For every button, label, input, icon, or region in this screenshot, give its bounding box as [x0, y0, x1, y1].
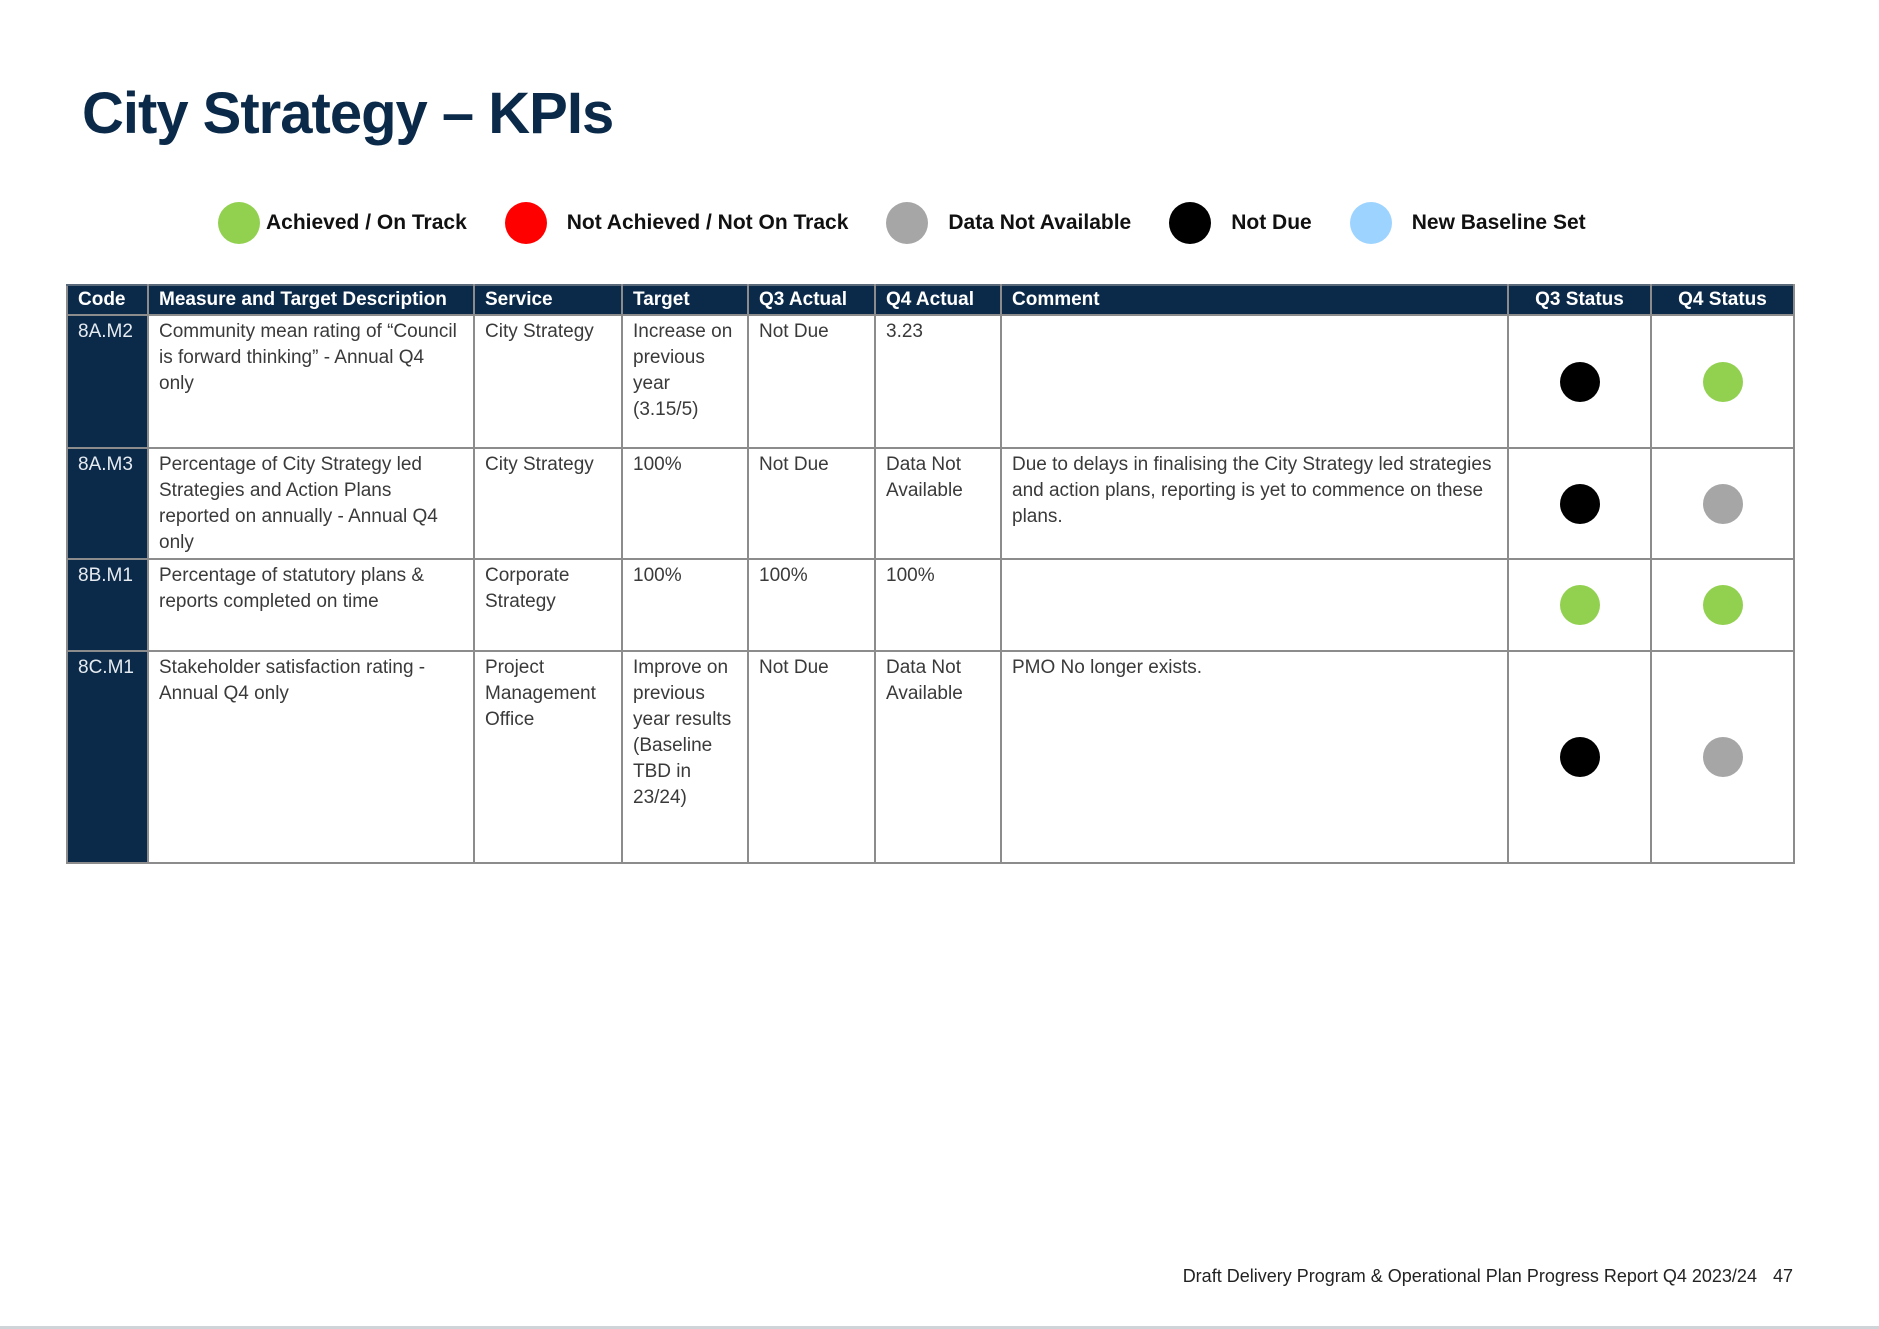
cell-code: 8B.M1 [67, 559, 148, 651]
cell-comment: Due to delays in finalising the City Strategy led strategies and action plans, reporting is yet to commence on these plans. [1001, 448, 1508, 559]
cell-service: City Strategy [474, 315, 622, 448]
status-legend [218, 202, 1586, 244]
not-due-status-dot-icon [1169, 202, 1211, 244]
data-not-available-status-dot-icon [1703, 484, 1743, 524]
cell-target: Improve on previous year results (Baseline TBD in 23/24) [622, 651, 748, 863]
cell-target: Increase on previous year (3.15/5) [622, 315, 748, 448]
legend-item-data-not-available [886, 202, 1131, 244]
table-row [67, 448, 1794, 559]
cell-q4-actual: Data Not Available [875, 448, 1001, 559]
cell-q3-status [1508, 651, 1651, 863]
cell-q3-status [1508, 559, 1651, 651]
cell-service: Project Management Office [474, 651, 622, 863]
cell-service: Corporate Strategy [474, 559, 622, 651]
footer-report-title: Draft Delivery Program & Operational Plan Progress Report Q4 2023/24 [1182, 1266, 1757, 1286]
cell-comment: PMO No longer exists. [1001, 651, 1508, 863]
cell-q4-status [1651, 559, 1794, 651]
footer-page-number: 47 [1772, 1266, 1793, 1286]
header-q4-actual: Q4 Actual [875, 285, 1001, 315]
cell-q3-status [1508, 315, 1651, 448]
cell-service: City Strategy [474, 448, 622, 559]
legend-item-not-due [1169, 202, 1312, 244]
table-row [67, 559, 1794, 651]
header-q3-status: Q3 Status [1508, 285, 1651, 315]
cell-code: 8A.M3 [67, 448, 148, 559]
cell-comment [1001, 315, 1508, 448]
achieved-status-dot-icon [1560, 585, 1600, 625]
data-not-available-status-dot-icon [1703, 737, 1743, 777]
cell-q4-status [1651, 651, 1794, 863]
cell-code: 8A.M2 [67, 315, 148, 448]
cell-q3-actual: Not Due [748, 315, 875, 448]
table-header-row [67, 285, 1794, 315]
page-footer [1183, 1266, 1793, 1287]
header-code: Code [67, 285, 148, 315]
legend-item-achieved [218, 202, 467, 244]
not-achieved-status-dot-icon [505, 202, 547, 244]
header-comment: Comment [1001, 285, 1508, 315]
data-not-available-status-dot-icon [886, 202, 928, 244]
legend-label: New Baseline Set [1411, 211, 1586, 234]
table-row [67, 651, 1794, 863]
kpi-table [66, 284, 1795, 864]
cell-q3-actual: Not Due [748, 448, 875, 559]
cell-q4-actual: 3.23 [875, 315, 1001, 448]
achieved-status-dot-icon [1703, 362, 1743, 402]
cell-target: 100% [622, 559, 748, 651]
legend-label: Not Due [1231, 211, 1312, 234]
legend-label: Data Not Available [948, 211, 1132, 234]
cell-q4-status [1651, 315, 1794, 448]
new-baseline-status-dot-icon [1350, 202, 1392, 244]
legend-label: Not Achieved / Not On Track [566, 211, 849, 234]
cell-measure: Percentage of City Strategy led Strategies and Action Plans reported on annually - Annual Q4 only [148, 448, 474, 559]
not-due-status-dot-icon [1560, 737, 1600, 777]
cell-q4-status [1651, 448, 1794, 559]
header-q4-status: Q4 Status [1651, 285, 1794, 315]
cell-measure: Community mean rating of “Council is forward thinking” - Annual Q4 only [148, 315, 474, 448]
header-target: Target [622, 285, 748, 315]
cell-q3-status [1508, 448, 1651, 559]
achieved-status-dot-icon [218, 202, 260, 244]
cell-measure: Percentage of statutory plans & reports completed on time [148, 559, 474, 651]
cell-q4-actual: 100% [875, 559, 1001, 651]
cell-comment [1001, 559, 1508, 651]
header-service: Service [474, 285, 622, 315]
table-row [67, 315, 1794, 448]
page-title: City Strategy – KPIs [82, 81, 614, 146]
cell-code: 8C.M1 [67, 651, 148, 863]
achieved-status-dot-icon [1703, 585, 1743, 625]
cell-q3-actual: 100% [748, 559, 875, 651]
header-q3-actual: Q3 Actual [748, 285, 875, 315]
not-due-status-dot-icon [1560, 362, 1600, 402]
cell-measure: Stakeholder satisfaction rating - Annual Q4 only [148, 651, 474, 863]
legend-item-new-baseline [1350, 202, 1586, 244]
legend-label: Achieved / On Track [266, 211, 467, 234]
cell-target: 100% [622, 448, 748, 559]
not-due-status-dot-icon [1560, 484, 1600, 524]
cell-q4-actual: Data Not Available [875, 651, 1001, 863]
cell-q3-actual: Not Due [748, 651, 875, 863]
legend-item-not-achieved [505, 202, 849, 244]
header-measure: Measure and Target Description [148, 285, 474, 315]
